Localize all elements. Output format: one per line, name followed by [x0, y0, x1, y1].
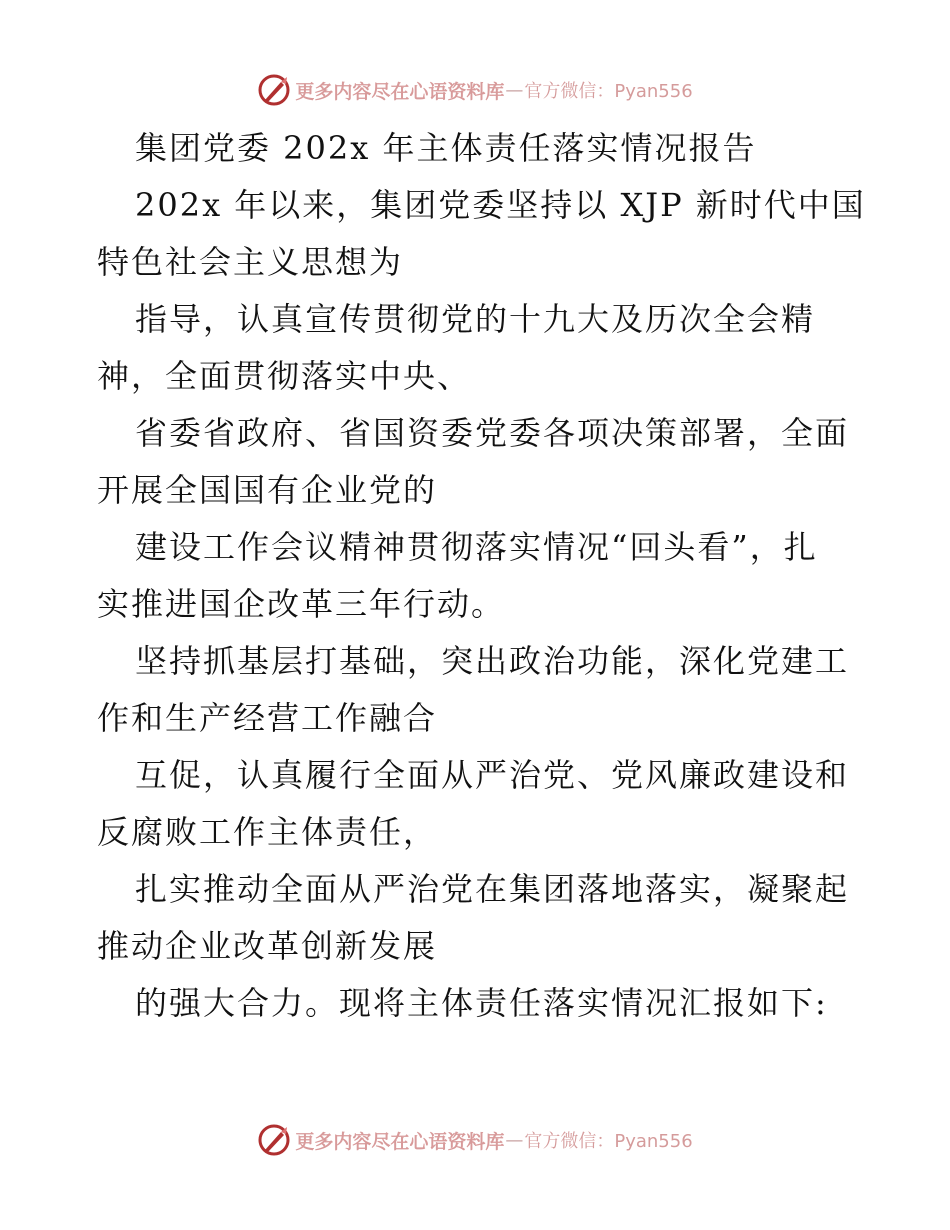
document-text-line: 实推进国企改革三年行动。	[97, 585, 506, 623]
watermark-contact-text: 官方微信：Pyan556	[524, 1131, 693, 1152]
watermark-separator: —	[505, 1129, 524, 1151]
document-body	[97, 120, 866, 1032]
watermark-contact-text: 官方微信：Pyan556	[524, 81, 693, 102]
document-text-line: 省委省政府、省国资委党委各项决策部署，全面	[135, 414, 850, 452]
document-text-line: 开展全国国有企业党的	[97, 471, 438, 509]
document-text-line: 的强大合力。现将主体责任落实情况汇报如下:	[135, 984, 828, 1022]
document-text-line: 坚持抓基层打基础，突出政治功能，深化党建工	[135, 642, 850, 680]
document-text-line: 特色社会主义思想为	[97, 243, 404, 281]
watermark-brand-text: 更多内容尽在心语资料库	[295, 80, 505, 103]
document-title: 集团党委 202x 年主体责任落实情况报告	[135, 129, 757, 167]
document-text-line: 扎实推动全面从严治党在集团落地落实，凝聚起	[135, 870, 850, 908]
document-text-line: 推动企业改革创新发展	[97, 927, 438, 965]
watermark-brand-text: 更多内容尽在心语资料库	[295, 1130, 505, 1153]
quill-pen-logo-icon	[257, 1123, 291, 1157]
document-text-line: 互促，认真履行全面从严治党、党风廉政建设和	[135, 756, 850, 794]
document-text-line: 神，全面贯彻落实中央、	[97, 357, 472, 395]
document-text-line: 建设工作会议精神贯彻落实情况“回头看”，扎	[135, 528, 818, 566]
quill-pen-logo-icon	[257, 73, 291, 107]
watermark-separator: —	[505, 79, 524, 101]
document-text-line: 指导，认真宣传贯彻党的十九大及历次全会精	[135, 300, 816, 338]
footer-watermark-banner	[0, 1120, 950, 1160]
document-text-line: 作和生产经营工作融合	[97, 699, 438, 737]
document-text-line: 202x 年以来，集团党委坚持以 XJP 新时代中国	[135, 186, 866, 224]
document-text-line: 反腐败工作主体责任，	[97, 813, 438, 851]
header-watermark-banner	[0, 70, 950, 110]
